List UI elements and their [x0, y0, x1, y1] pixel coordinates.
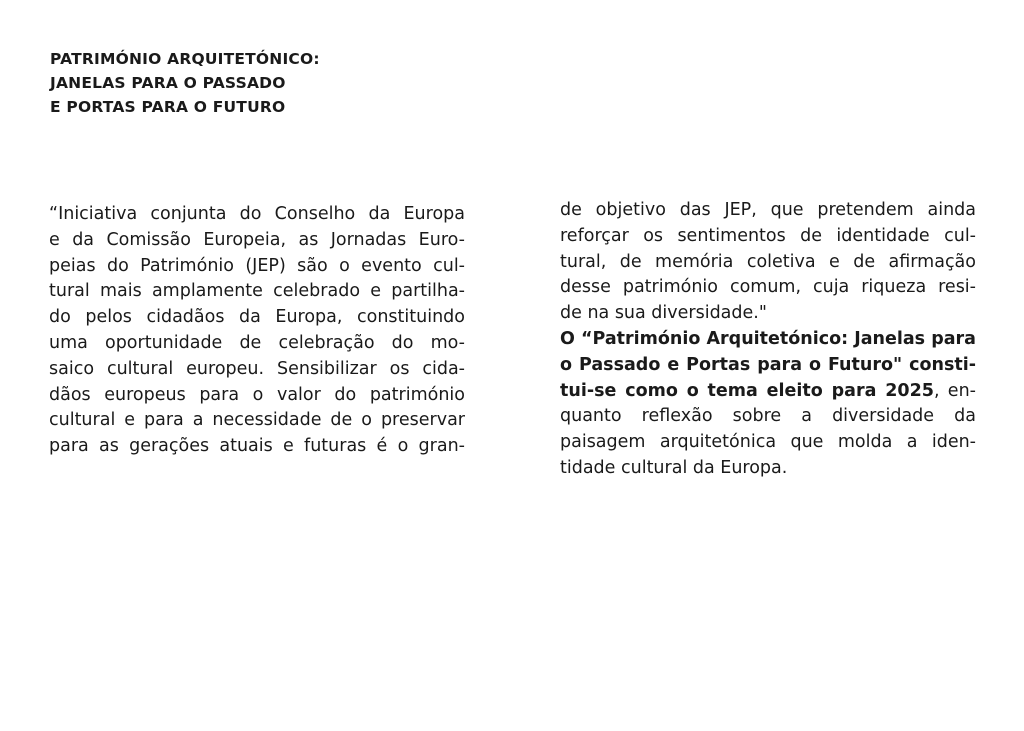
- highlight-text: tui-se como o tema eleito para 2025: [560, 380, 934, 401]
- left-text-column: [49, 202, 465, 460]
- page-title: [50, 47, 320, 119]
- text-line: “Iniciativa conjunta do Conselho da Europa: [49, 204, 465, 224]
- text-line: uma oportunidade de celebração do mo-: [49, 332, 465, 353]
- text-line: cultural e para a necessidade de o preservar: [49, 410, 465, 431]
- mixed-line: [560, 379, 976, 405]
- text-line: dãos europeus para o valor do património: [49, 384, 465, 405]
- text-line: peias do Património (JEP) são o evento cul-: [49, 255, 465, 276]
- text-fragment: , en-: [933, 380, 976, 401]
- text-line: desse património comum, cuja riqueza resi-: [560, 277, 976, 298]
- right-text-column: [560, 198, 976, 482]
- title-line: PATRIMÓNIO ARQUITETÓNICO:: [50, 50, 320, 68]
- title-line: E PORTAS PARA O FUTURO: [50, 98, 286, 116]
- text-line: e da Comissão Europeia, as Jornadas Euro-: [49, 229, 465, 250]
- highlight-line: o Passado e Portas para o Futuro" consti-: [560, 354, 976, 375]
- text-line: tural, de memória coletiva e de afirmação: [560, 251, 976, 272]
- text-line: de objetivo das JEP, que pretendem ainda: [560, 200, 976, 220]
- text-line: reforçar os sentimentos de identidade cul-: [560, 225, 976, 246]
- text-line: de na sua diversidade.": [560, 303, 767, 324]
- text-line: do pelos cidadãos da Europa, constituindo: [49, 307, 465, 328]
- text-line: saico cultural europeu. Sensibilizar os cida-: [49, 358, 465, 379]
- highlight-line: O “Património Arquitetónico: Janelas para: [560, 328, 976, 349]
- text-line: tural mais amplamente celebrado e partilha-: [49, 281, 465, 302]
- text-line: para as gerações atuais e futuras é o gran-: [49, 436, 465, 457]
- text-line: quanto reflexão sobre a diversidade da: [560, 406, 976, 427]
- text-line: tidade cultural da Europa.: [560, 457, 788, 478]
- text-line: paisagem arquitetónica que molda a iden-: [560, 432, 976, 453]
- title-line: JANELAS PARA O PASSADO: [50, 74, 286, 92]
